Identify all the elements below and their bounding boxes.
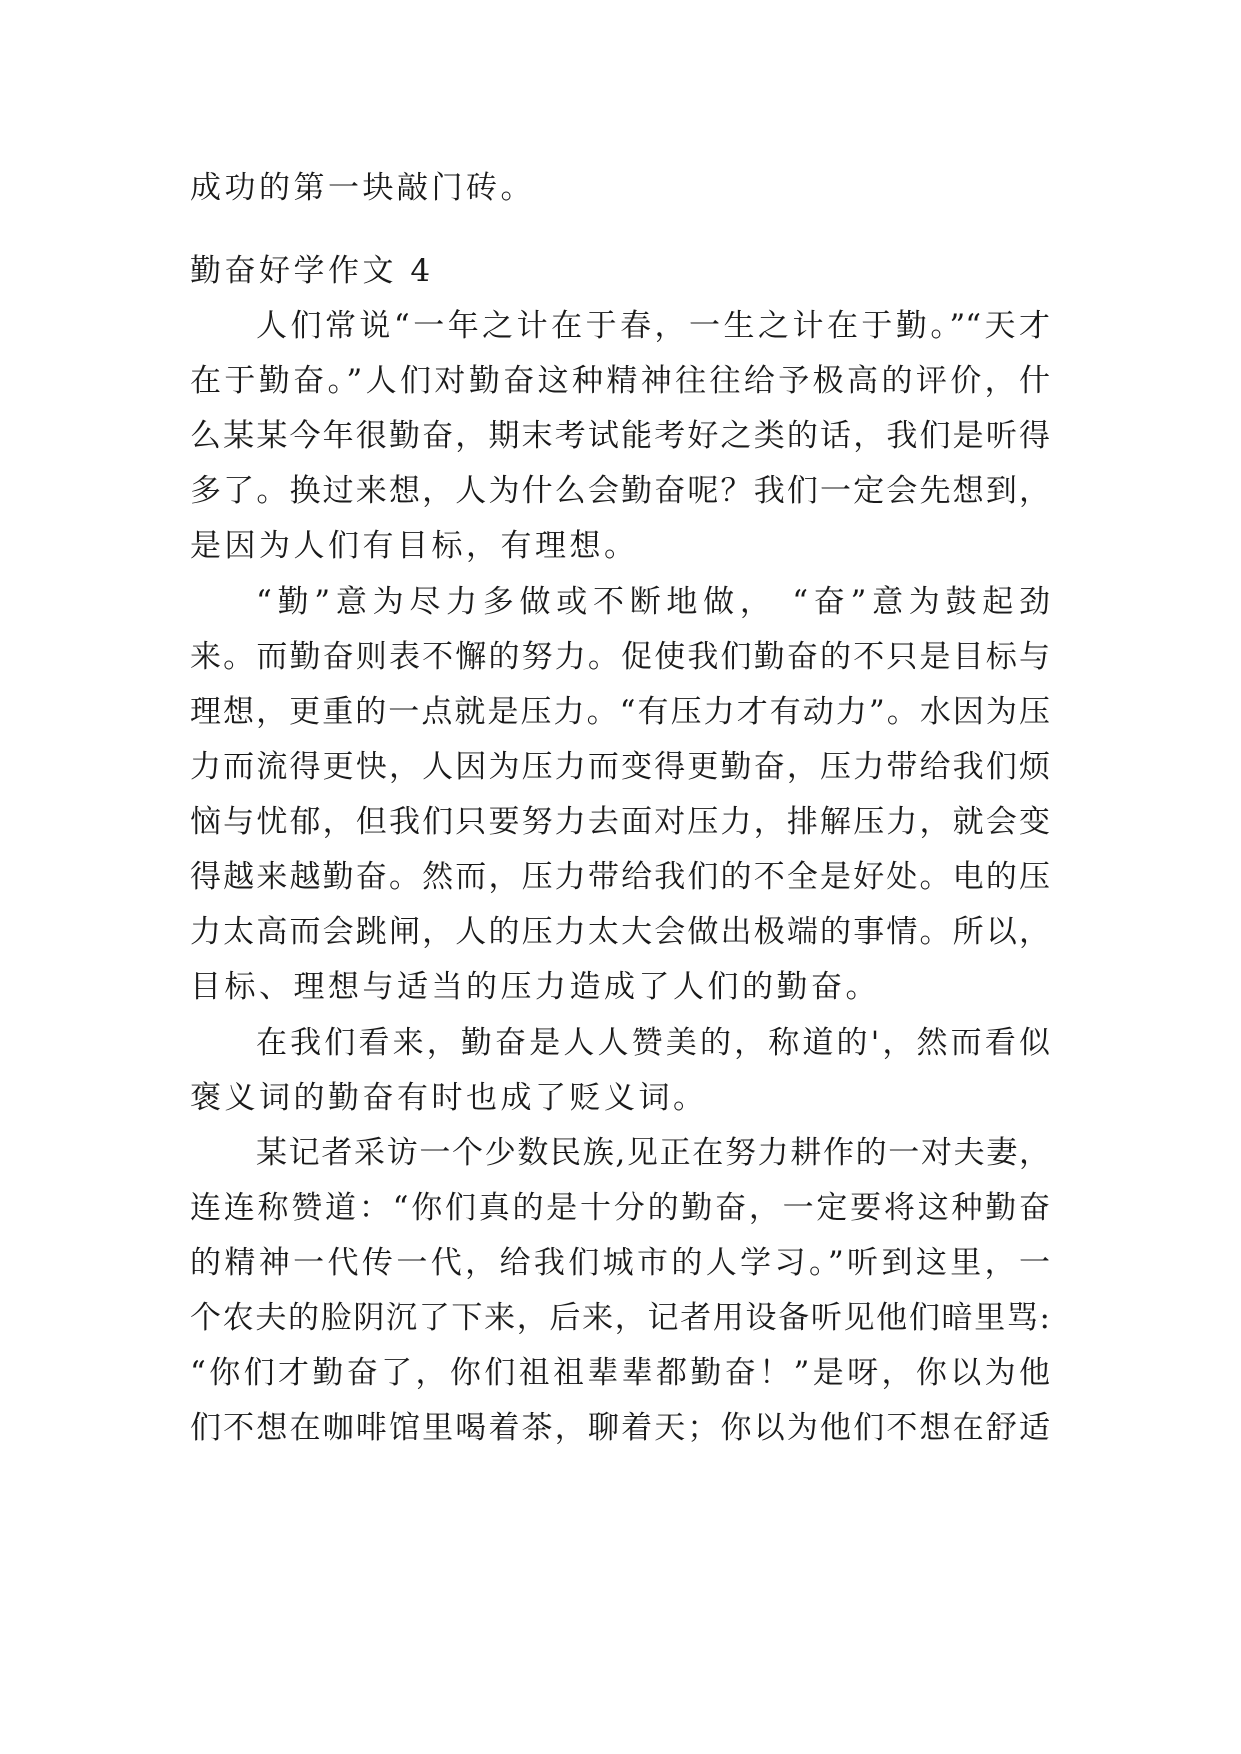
text-line: 们不想在咖啡馆里喝着茶，聊着天；你以为他们不想在舒适 bbox=[190, 1410, 1050, 1446]
text-line: 是因为人们有目标，有理想。 bbox=[190, 528, 639, 564]
text-line: “你们才勤奋了，你们祖祖辈辈都勤奋！”是呀，你以为他 bbox=[190, 1355, 1050, 1391]
text-line: 力太高而会跳闸，人的压力太大会做出极端的事情。所以， bbox=[190, 914, 1050, 950]
text-line: 在我们看来，勤奋是人人赞美的，称道的'，然而看似 bbox=[256, 1025, 1050, 1061]
text-line: 某记者采访一个少数民族,见正在努力耕作的一对夫妻， bbox=[256, 1135, 1050, 1171]
text-line: 个农夫的脸阴沉了下来，后来，记者用设备听见他们暗里骂: bbox=[190, 1300, 1050, 1336]
text-line: 的精神一代传一代，给我们城市的人学习。”听到这里，一 bbox=[190, 1245, 1050, 1281]
text-line: 褒义词的勤奋有时也成了贬义词。 bbox=[190, 1080, 708, 1116]
text-line: 理想，更重的一点就是压力。“有压力才有动力”。水因为压 bbox=[190, 694, 1050, 730]
section-heading: 勤奋好学作文 4 bbox=[190, 253, 434, 289]
text-line: “勤”意为尽力多做或不断地做， “奋”意为鼓起劲 bbox=[256, 584, 1050, 620]
text-line: 成功的第一块敲门砖。 bbox=[190, 170, 535, 206]
text-line: 么某某今年很勤奋，期末考试能考好之类的话，我们是听得 bbox=[190, 418, 1050, 454]
text-line: 连连称赞道：“你们真的是十分的勤奋，一定要将这种勤奋 bbox=[190, 1190, 1050, 1226]
text-line: 人们常说“一年之计在于春，一生之计在于勤。”“天才 bbox=[256, 308, 1050, 344]
text-line: 来。而勤奋则表不懈的努力。促使我们勤奋的不只是目标与 bbox=[190, 639, 1050, 675]
text-line: 力而流得更快，人因为压力而变得更勤奋，压力带给我们烦 bbox=[190, 749, 1050, 785]
text-line: 在于勤奋。”人们对勤奋这种精神往往给予极高的评价，什 bbox=[190, 363, 1050, 399]
text-line: 得越来越勤奋。然而，压力带给我们的不全是好处。电的压 bbox=[190, 859, 1050, 895]
text-line: 恼与忧郁，但我们只要努力去面对压力，排解压力，就会变 bbox=[190, 804, 1050, 840]
text-line: 多了。换过来想，人为什么会勤奋呢？我们一定会先想到， bbox=[190, 473, 1050, 509]
text-line: 目标、理想与适当的压力造成了人们的勤奋。 bbox=[190, 969, 880, 1005]
